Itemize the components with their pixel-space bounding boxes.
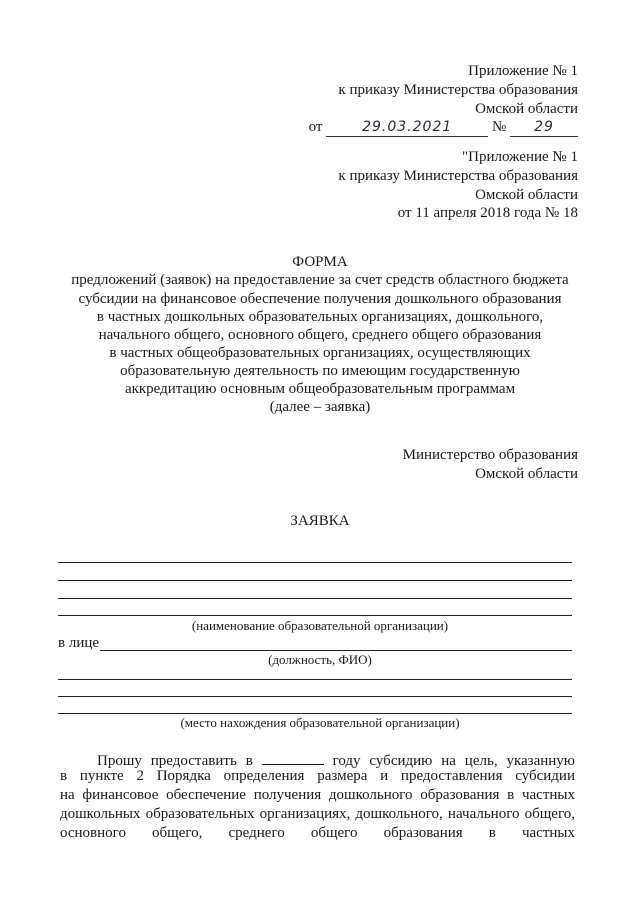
form-description-line: начального общего, основного общего, среднего общего образования <box>98 327 542 343</box>
original-region-label: Омской области <box>475 187 578 203</box>
application-title: ЗАЯВКА <box>290 513 350 529</box>
org-name-line[interactable] <box>58 598 572 599</box>
request-paragraph <box>60 748 575 843</box>
addressee-line: Омской области <box>475 466 578 482</box>
location-caption: (место нахождения образовательной организации) <box>180 715 460 730</box>
position-caption: (должность, ФИО) <box>268 652 372 667</box>
request-text-end: году субсидию на цель, указанную <box>332 753 576 769</box>
order-date-number-line <box>309 118 578 138</box>
form-description-line: субсидии на финансовое обеспечение получения дошкольного образования <box>78 291 562 307</box>
form-description-line: в частных дошкольных образовательных организациях, дошкольного, <box>96 309 544 325</box>
location-line[interactable] <box>58 679 572 680</box>
form-description-line: предложений (заявок) на предоставление за счет средств областного бюджета <box>71 272 569 288</box>
paragraph-line: в пункте 2 Порядка определения размера и предоставления субсидии <box>60 768 575 784</box>
paragraph-line <box>60 748 575 767</box>
form-description-line: образовательную деятельность по имеющим государственную <box>120 363 520 379</box>
org-name-line[interactable] <box>58 562 572 563</box>
original-appendix-label: "Приложение № 1 <box>462 149 578 165</box>
location-line[interactable] <box>58 696 572 697</box>
org-name-caption: (наименование образовательной организации) <box>191 618 449 633</box>
org-name-line[interactable] <box>58 580 572 581</box>
form-description-line: аккредитацию основным общеобразовательным программам <box>124 381 516 397</box>
paragraph-line: на финансовое обеспечение получения дошкольного образования в частных <box>60 787 575 803</box>
org-name-line[interactable] <box>58 615 572 616</box>
in-person-label: в лице <box>58 635 100 651</box>
year-blank-field[interactable] <box>262 748 324 765</box>
order-reference: к приказу Министерства образования <box>338 82 578 98</box>
original-date-line: от 11 апреля 2018 года № 18 <box>397 205 578 221</box>
number-prefix: № <box>491 119 507 135</box>
date-prefix: от <box>308 119 323 135</box>
addressee-line: Министерство образования <box>402 447 578 463</box>
original-order-reference: к приказу Министерства образования <box>338 168 578 184</box>
order-number-handwritten: 29 <box>510 118 578 137</box>
form-description-note: (далее – заявка) <box>269 399 371 415</box>
form-heading: ФОРМА <box>292 254 348 270</box>
region-label: Омской области <box>475 101 578 117</box>
appendix-label: Приложение № 1 <box>468 63 578 79</box>
request-text-start: Прошу предоставить в <box>97 753 253 769</box>
order-date-handwritten: 29.03.2021 <box>326 118 488 137</box>
paragraph-line: основного общего, среднего общего образования в частных <box>60 825 575 841</box>
form-description-line: в частных общеобразовательных организациях, осуществляющих <box>109 345 531 361</box>
position-name-line[interactable] <box>100 650 572 651</box>
paragraph-line: дошкольных образовательных организациях, дошкольного, начального общего, <box>60 806 575 822</box>
location-line[interactable] <box>58 713 572 714</box>
